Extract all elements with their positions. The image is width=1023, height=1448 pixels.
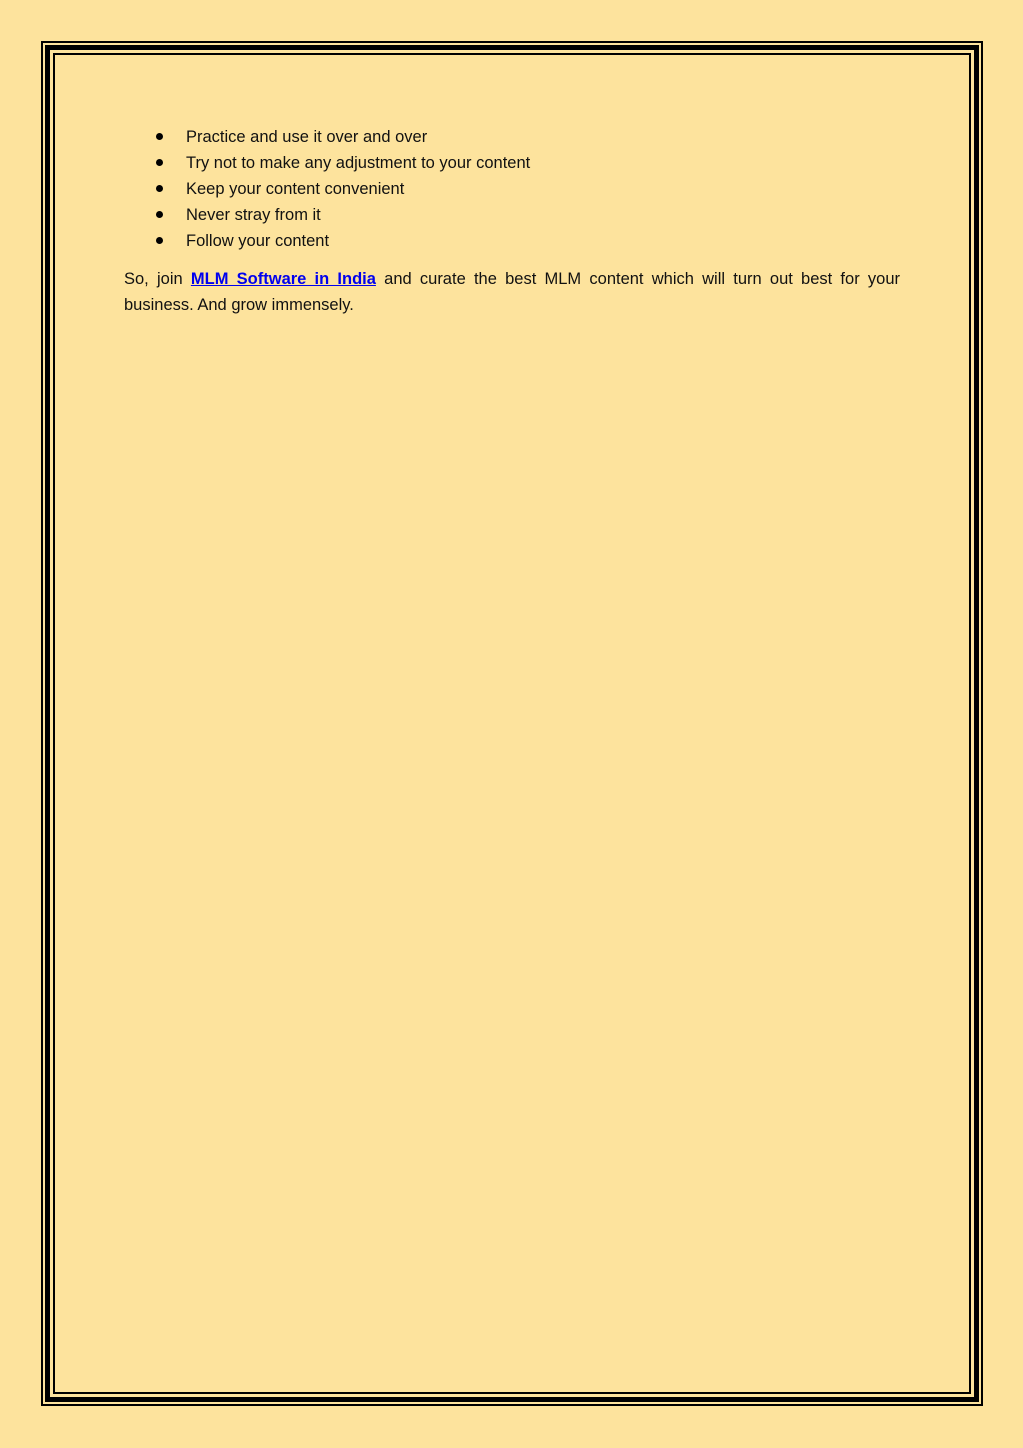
list-item-text: Follow your content <box>186 232 330 250</box>
paragraph-text-before-link: So, join <box>124 270 191 288</box>
bullet-icon <box>156 211 163 218</box>
list-item <box>124 228 900 254</box>
list-item-text: Never stray from it <box>186 206 321 224</box>
bullet-list <box>124 124 900 254</box>
list-item <box>124 202 900 228</box>
list-item <box>124 150 900 176</box>
list-item-text: Keep your content convenient <box>186 180 405 198</box>
list-item-text: Try not to make any adjustment to your content <box>186 154 531 172</box>
mlm-software-link[interactable]: MLM Software in India <box>190 270 376 288</box>
document-content <box>124 124 900 318</box>
list-item <box>124 176 900 202</box>
closing-paragraph <box>124 266 900 318</box>
list-item <box>124 124 900 150</box>
bullet-icon <box>156 159 163 166</box>
paragraph-text-after-link: and curate the best MLM content which will turn out best for your business. And grow immensely. <box>124 270 901 314</box>
bullet-icon <box>156 133 163 140</box>
bullet-icon <box>156 237 163 244</box>
bullet-icon <box>156 185 163 192</box>
list-item-text: Practice and use it over and over <box>186 128 428 146</box>
